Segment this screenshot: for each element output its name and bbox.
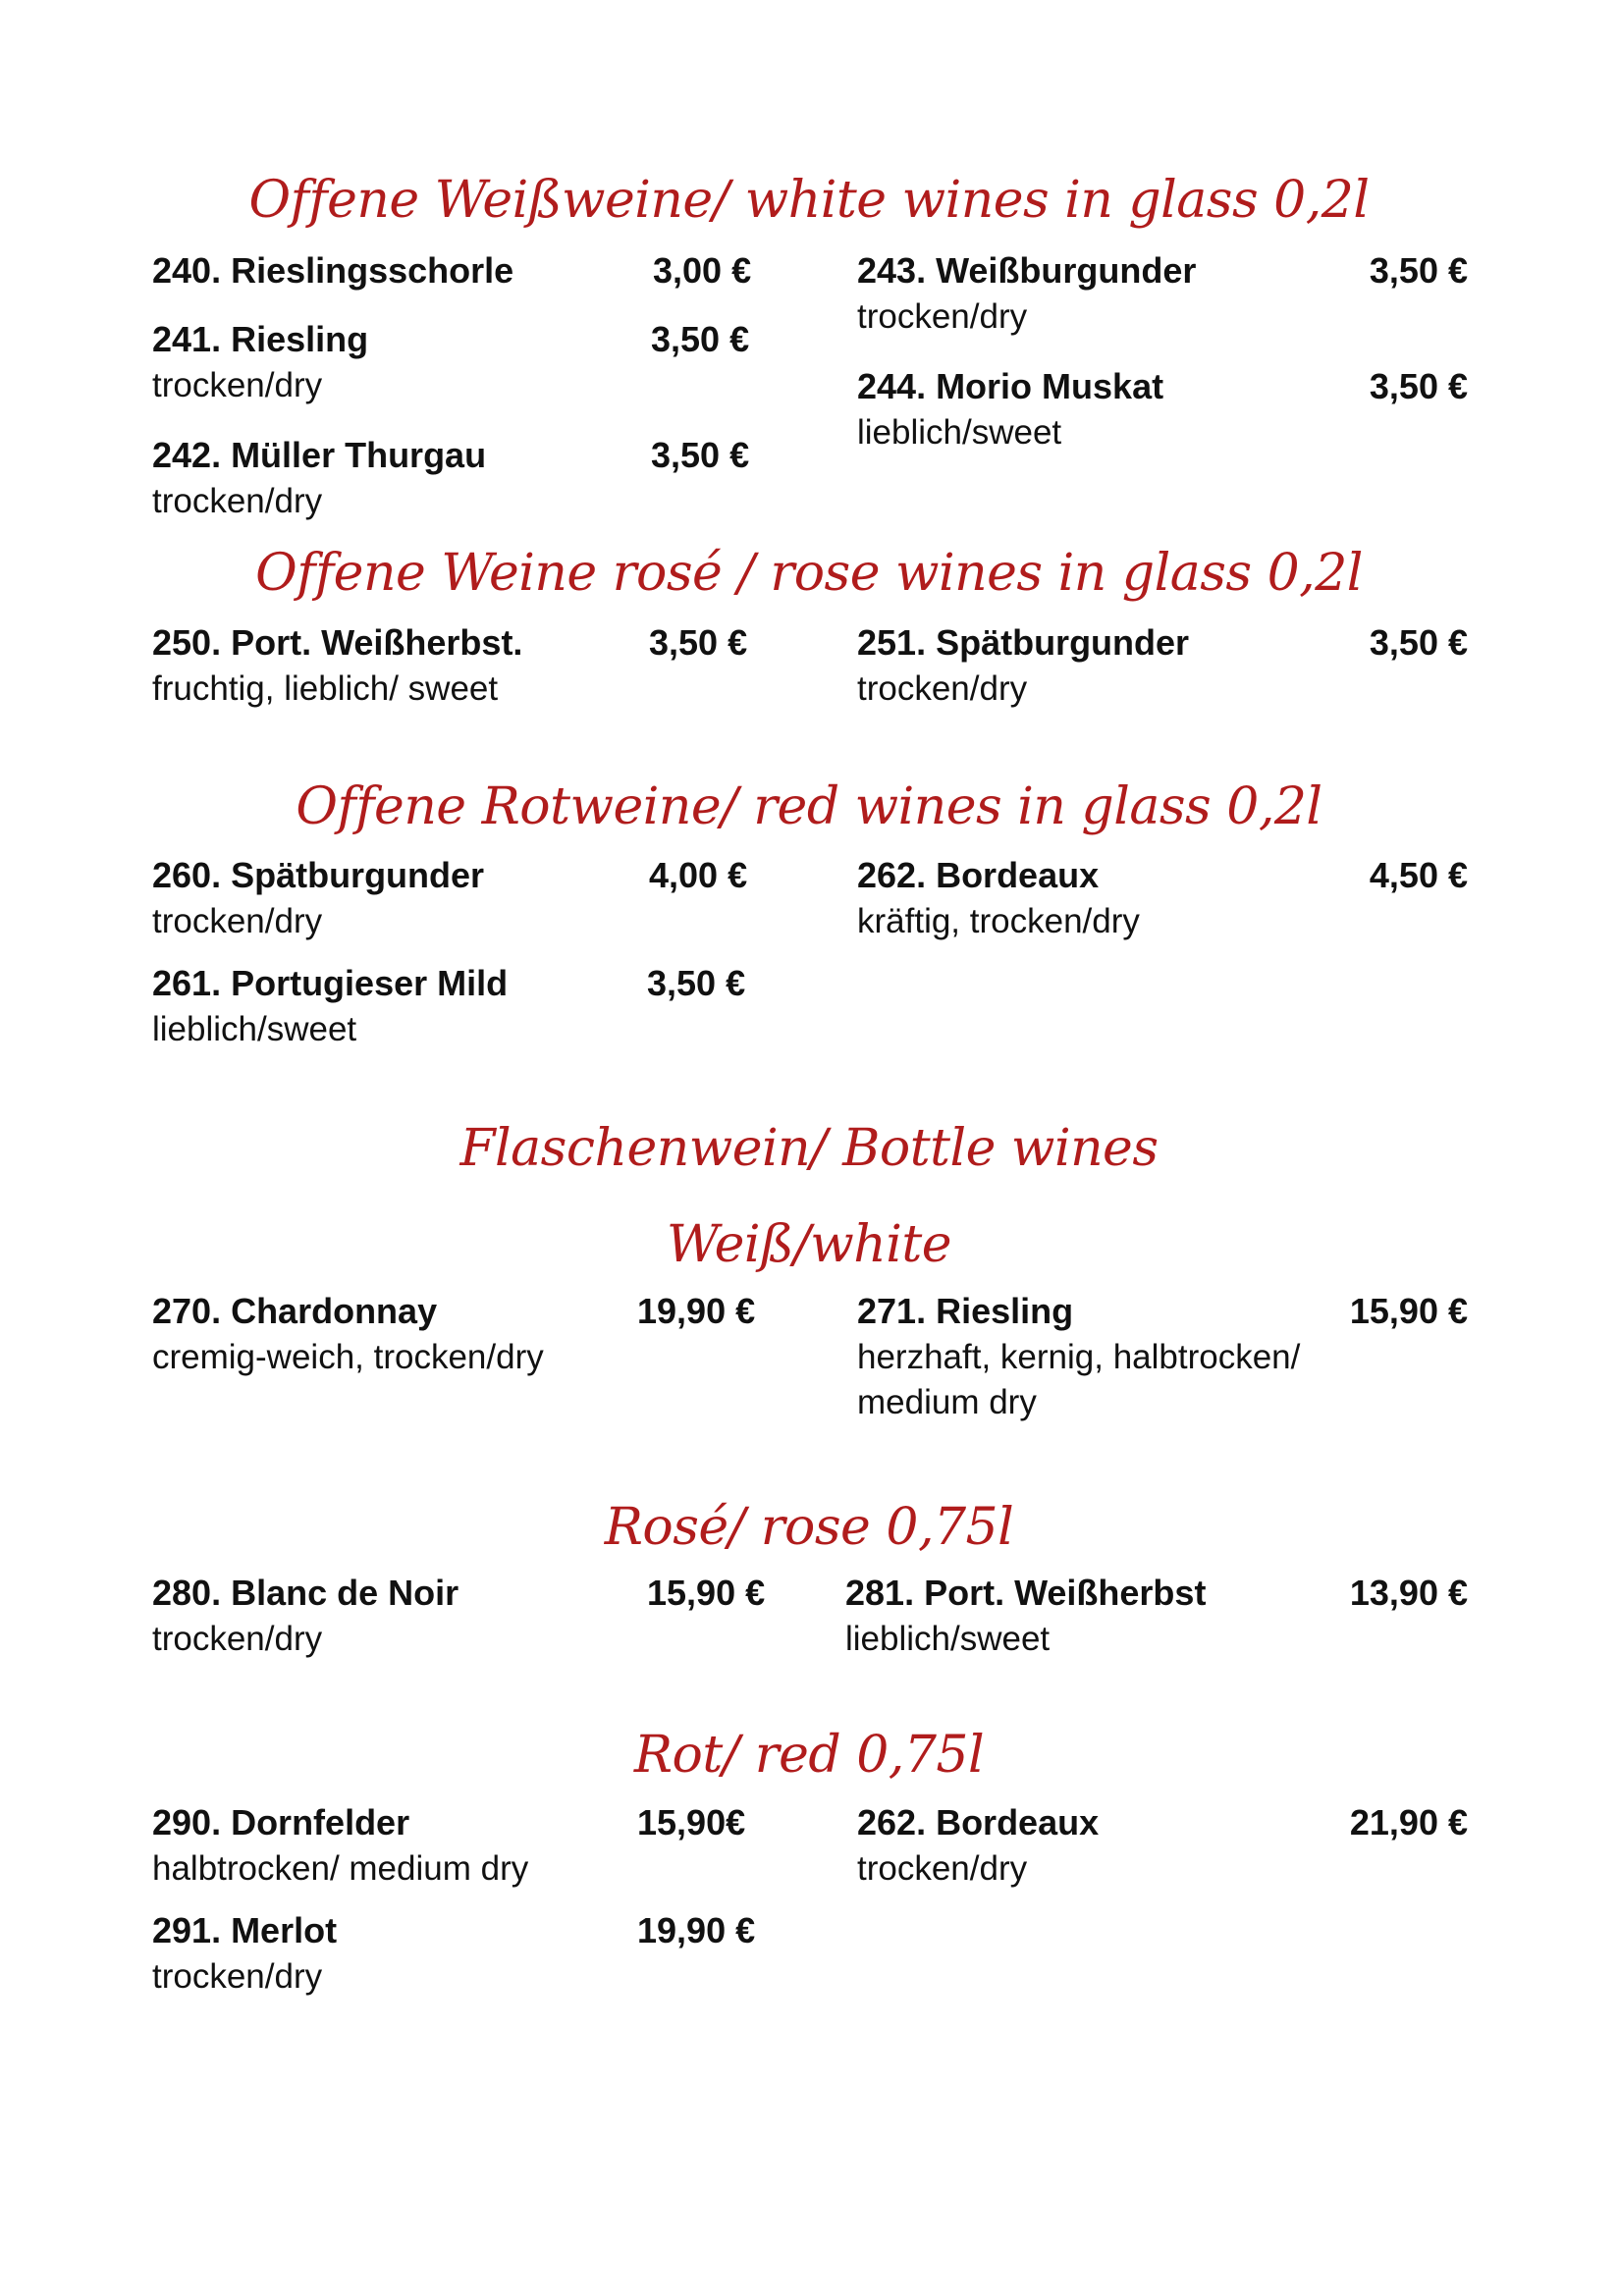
item-price: 3,00 €: [653, 250, 752, 291]
item-description: kräftig, trocken/dry: [857, 902, 1140, 940]
item-name: 281. Port. Weißherbst: [845, 1573, 1207, 1613]
item-description: lieblich/sweet: [845, 1620, 1051, 1658]
item-price: 15,90 €: [647, 1573, 766, 1613]
item-name: 262. Bordeaux: [857, 1802, 1100, 1842]
item-price: 4,00 €: [649, 855, 748, 895]
menu-item-251: [857, 621, 1468, 716]
item-price: 3,50 €: [1369, 366, 1468, 406]
menu-item-270: [152, 1290, 781, 1384]
menu-item-243: [857, 249, 1468, 344]
item-name: 271. Riesling: [857, 1291, 1074, 1331]
item-description: trocken/dry: [152, 1957, 323, 1996]
heading-bottle-white: Weiß/white: [666, 1215, 952, 1274]
item-description: herzhaft, kernig, halbtrocken/: [857, 1338, 1301, 1376]
item-description: trocken/dry: [152, 482, 323, 520]
heading-bottle-wines: Flaschenwein/ Bottle wines: [459, 1119, 1159, 1178]
item-price: 21,90 €: [1349, 1802, 1468, 1842]
item-description: trocken/dry: [857, 669, 1028, 708]
item-name: 290. Dornfelder: [152, 1802, 410, 1842]
item-name: 244. Morio Muskat: [857, 366, 1164, 406]
item-name: 260. Spätburgunder: [152, 855, 485, 895]
item-description: halbtrocken/ medium dry: [152, 1849, 529, 1888]
menu-item-281: [845, 1572, 1468, 1666]
item-description: trocken/dry: [152, 902, 323, 940]
item-price: 15,90 €: [1349, 1291, 1468, 1331]
item-name: 291. Merlot: [152, 1910, 338, 1950]
menu-item-250: [152, 621, 781, 716]
item-description: trocken/dry: [152, 1620, 323, 1658]
menu-item-241: [152, 318, 781, 412]
menu-item-280: [152, 1572, 781, 1666]
item-name: 243. Weißburgunder: [857, 250, 1197, 291]
menu-item-242: [152, 434, 781, 528]
item-description: trocken/dry: [857, 1849, 1028, 1888]
item-name: 280. Blanc de Noir: [152, 1573, 459, 1613]
heading-bottle-rose: Rosé/ rose 0,75l: [604, 1498, 1014, 1557]
item-description: lieblich/sweet: [152, 1010, 357, 1048]
menu-item-262-bottle: [857, 1801, 1468, 1896]
menu-item-261: [152, 962, 781, 1056]
item-price: 3,50 €: [651, 319, 750, 359]
item-description-line2: medium dry: [857, 1383, 1037, 1421]
heading-rose-wines-glass: Offene Weine rosé / rose wines in glass 0,2l: [255, 544, 1363, 603]
item-description: fruchtig, lieblich/ sweet: [152, 669, 499, 708]
item-price: 4,50 €: [1369, 855, 1468, 895]
menu-item-271: [857, 1290, 1468, 1431]
item-name: 251. Spätburgunder: [857, 622, 1190, 663]
item-description: lieblich/sweet: [857, 413, 1062, 452]
item-price: 13,90 €: [1349, 1573, 1468, 1613]
menu-item-290: [152, 1801, 781, 1896]
menu-item-260: [152, 854, 781, 948]
item-description: trocken/dry: [857, 297, 1028, 336]
item-name: 261. Portugieser Mild: [152, 963, 509, 1003]
item-description: trocken/dry: [152, 366, 323, 404]
item-price: 19,90 €: [637, 1291, 756, 1331]
item-name: 250. Port. Weißherbst.: [152, 622, 523, 663]
item-name: 270. Chardonnay: [152, 1291, 438, 1331]
item-description: cremig-weich, trocken/dry: [152, 1338, 544, 1376]
item-price: 15,90€: [637, 1802, 746, 1842]
heading-red-wines-glass: Offene Rotweine/ red wines in glass 0,2l: [296, 777, 1322, 836]
item-price: 19,90 €: [637, 1910, 756, 1950]
item-name: 240. Rieslingsschorle: [152, 250, 514, 291]
heading-bottle-red: Rot/ red 0,75l: [633, 1726, 985, 1785]
item-price: 3,50 €: [1369, 250, 1468, 291]
item-price: 3,50 €: [651, 435, 750, 475]
item-name: 241. Riesling: [152, 319, 369, 359]
menu-item-291: [152, 1909, 781, 2003]
heading-white-wines-glass: Offene Weißweine/ white wines in glass 0,2l: [248, 171, 1370, 230]
menu-item-262: [857, 854, 1468, 948]
item-name: 262. Bordeaux: [857, 855, 1100, 895]
item-price: 3,50 €: [649, 622, 748, 663]
item-price: 3,50 €: [1369, 622, 1468, 663]
item-name: 242. Müller Thurgau: [152, 435, 487, 475]
menu-item-240: [152, 249, 781, 298]
menu-item-244: [857, 365, 1468, 459]
item-price: 3,50 €: [647, 963, 746, 1003]
